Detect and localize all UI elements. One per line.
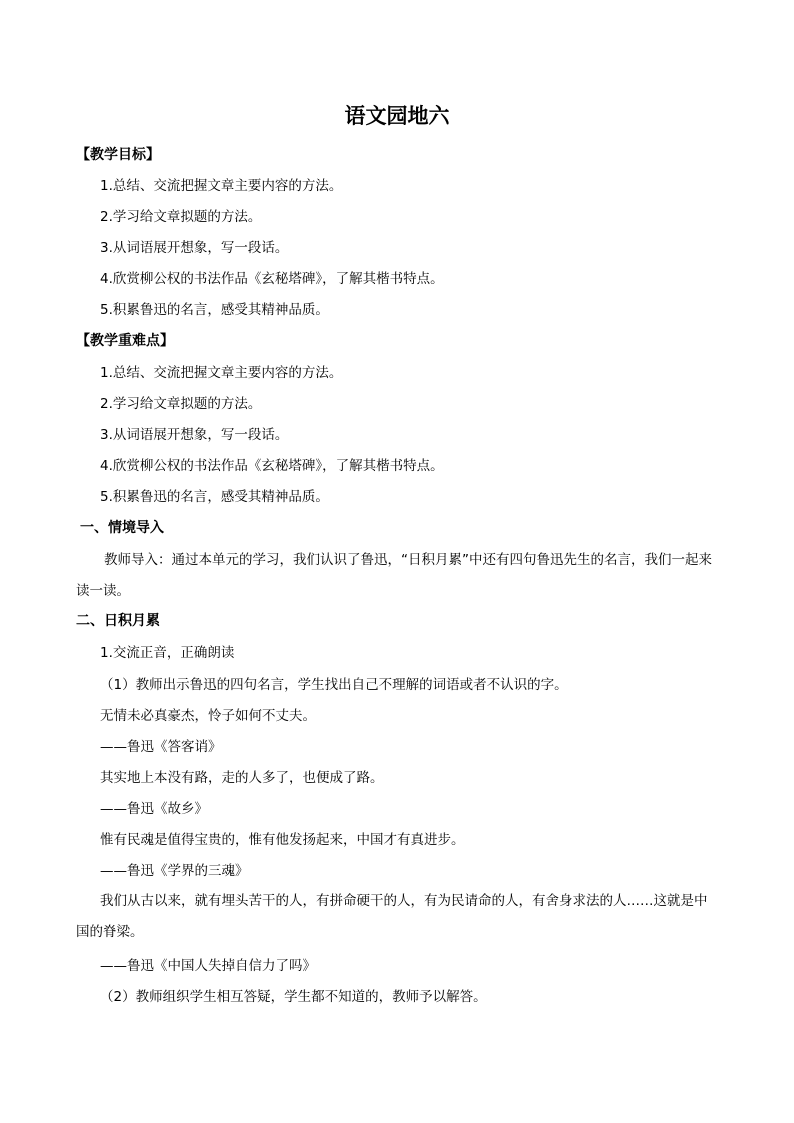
quote-4-source: ——鲁迅《中国人失掉自信力了吗》 xyxy=(100,958,316,974)
objective-item: 1.总结、交流把握文章主要内容的方法。 xyxy=(100,178,343,194)
sub-step-1-text: （1）教师出示鲁迅的四句名言，学生找出自己不理解的词语或者不认识的字。 xyxy=(100,677,568,693)
quote-2: 其实地上本没有路，走的人多了，也便成了路。 xyxy=(100,770,384,786)
objective-item: 2.学习给文章拟题的方法。 xyxy=(100,209,262,225)
quote-3-source: ——鲁迅《学界的三魂》 xyxy=(100,863,249,879)
objectives-heading: 【教学目标】 xyxy=(76,147,160,163)
quote-2-source: ——鲁迅《故乡》 xyxy=(100,801,208,817)
keypoint-item: 2.学习给文章拟题的方法。 xyxy=(100,396,262,412)
document-title: 语文园地六 xyxy=(344,104,450,128)
keypoint-item: 3.从词语展开想象，写一段话。 xyxy=(100,427,289,443)
quote-1-source: ——鲁迅《答客诮》 xyxy=(100,739,222,755)
part1-paragraph: 教师导入：通过本单元的学习，我们认识了鲁迅，“日积月累”中还有四句鲁迅先生的名言，我们一起来读一读。 xyxy=(76,552,712,599)
keypoint-item: 4.欣赏柳公权的书法作品《玄秘塔碑》，了解其楷书特点。 xyxy=(100,458,444,474)
keypoint-item: 1.总结、交流把握文章主要内容的方法。 xyxy=(100,365,343,381)
quote-3: 惟有民魂是值得宝贵的，惟有他发扬起来，中国才有真进步。 xyxy=(100,832,465,848)
objective-item: 4.欣赏柳公权的书法作品《玄秘塔碑》，了解其楷书特点。 xyxy=(100,271,444,287)
part2-heading: 二、日积月累 xyxy=(76,613,160,629)
objective-item: 3.从词语展开想象，写一段话。 xyxy=(100,240,289,256)
part1-heading: 一、情境导入 xyxy=(80,520,164,536)
quote-1: 无情未必真豪杰，怜子如何不丈夫。 xyxy=(100,708,316,724)
step-1-text: 1.交流正音，正确朗读 xyxy=(100,645,235,661)
quote-4: 我们从古以来，就有埋头苦干的人，有拼命硬干的人，有为民请命的人，有舍身求法的人……这就是中国的脊梁。 xyxy=(76,893,708,940)
objective-item: 5.积累鲁迅的名言，感受其精神品质。 xyxy=(100,302,329,318)
sub-step-2-text: （2）教师组织学生相互答疑，学生都不知道的，教师予以解答。 xyxy=(100,989,487,1005)
keypoint-item: 5.积累鲁迅的名言，感受其精神品质。 xyxy=(100,489,329,505)
keypoints-heading: 【教学重难点】 xyxy=(76,333,174,349)
